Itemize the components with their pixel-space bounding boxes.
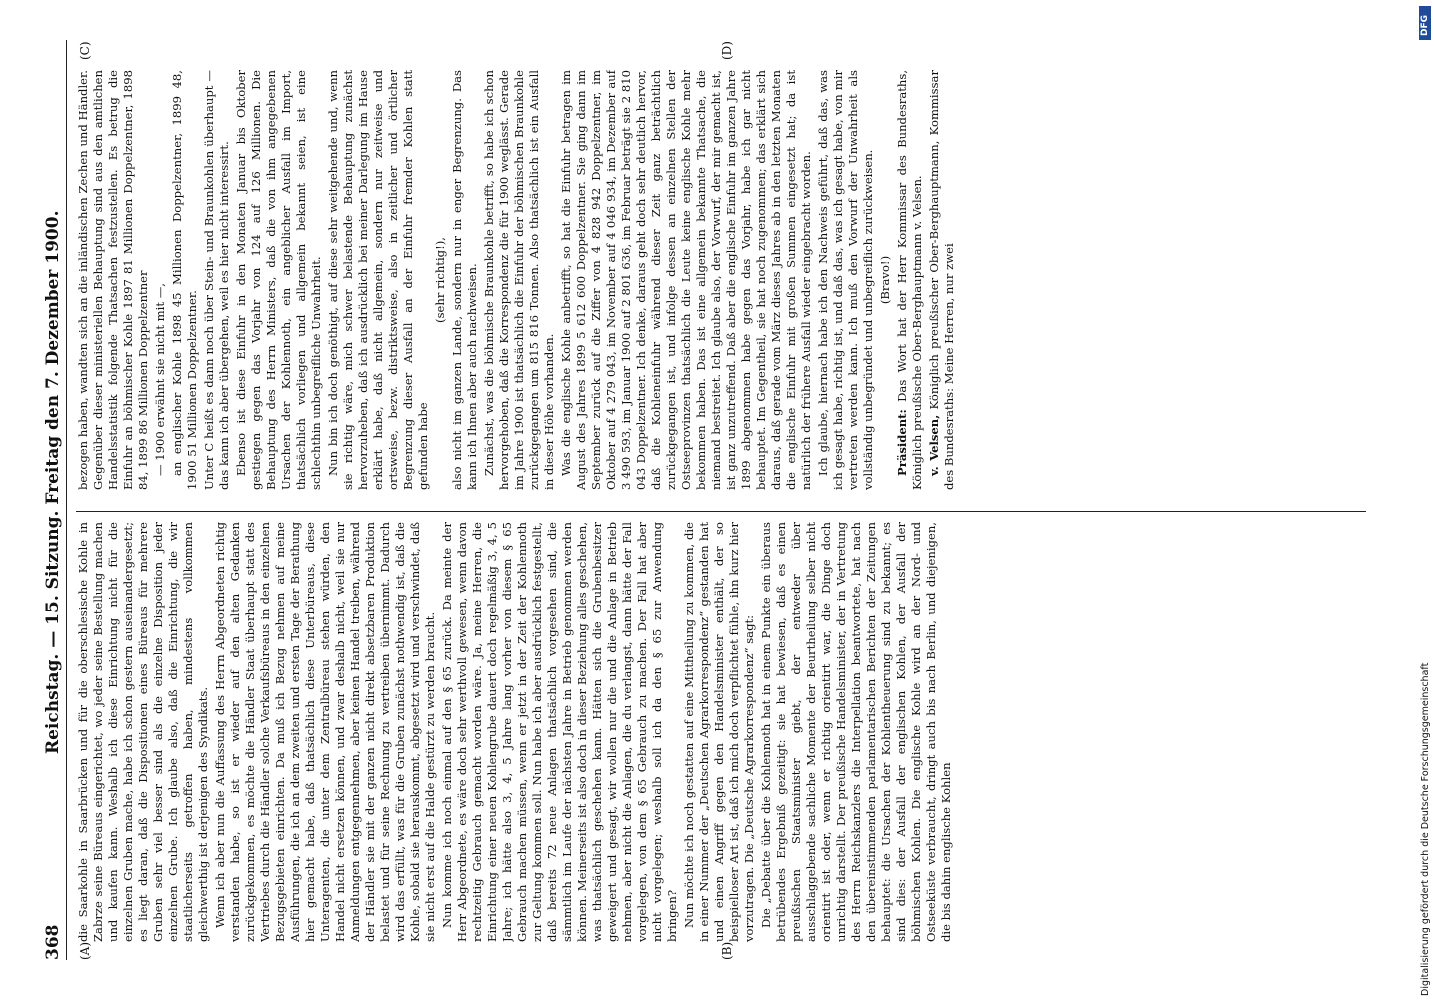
column-divider [76, 511, 1366, 512]
paragraph: Zunächst, was die böhmische Braunkohle betrifft, so habe ich schon hervorgehoben, daß die Korrespondenz die für 1900 weglässt. Gerade im Jahre 1900 ist thatsächlich die Einfuhr der böhmischen Braunkohle zurückgegangen um 815 816 Tonnen. Also thatsächlich ist ein Ausfall in dieser Höhe vorhanden. [482, 70, 556, 490]
header-rule [66, 40, 67, 960]
speaker-name: v. Velsen, [927, 414, 941, 476]
interjection: (Bravo!) [878, 255, 892, 305]
right-column [76, 70, 1361, 490]
page-header [38, 40, 68, 960]
marker-b: (B) [720, 941, 734, 960]
credit-text: Digitalisierung gefördert durch die Deutsche Forschungsgemeinschaft [1420, 662, 1431, 996]
paragraph: an englischer Kohle 1898 45 Millionen Doppelzentner, 1899 48, 1900 51 Millionen Doppelzentner. [170, 70, 199, 490]
speaker-paragraph [895, 70, 925, 490]
paragraph: — 1900 erwähnt sie nicht mit —, [153, 283, 167, 476]
paragraph: Nun möchte ich noch gestatten auf eine Mittheilung zu kommen, die in einer Nummer der „Deutschen Agrarkorrespondenz“ gestanden hat und einen Angriff gegen den Handelsminister enthält, der so beispielloser Art ist, daß ich mich doch verpflichtet fühle, ihn kurz hier vorzutragen. Die „Deutsche Agrarkorrespondenz“ sagt: [682, 522, 756, 942]
interjection: (sehr richtig!), [433, 237, 447, 323]
paragraph: Ich glaube, hiernach habe ich den Nachweis geführt, daß das, was ich gesagt habe, richtig ist, und daß das, was ich gesagt habe, von mir vertreten werden kann. Ich muß den Vorwurf der Unwahrheit als vollständig unbegründet und unbegreiflich zurückweisen. [816, 70, 875, 490]
marker-d: (D) [720, 41, 734, 60]
digitization-credit [1392, 0, 1432, 1000]
speaker-text: Das Wort hat der Herr Kommissar des Bundesraths, Königlich preußische Ober-Berghauptmann v. Velsen. [895, 70, 924, 490]
speaker-paragraph [927, 70, 957, 490]
paragraph: Unter C heißt es dann noch über Stein- und Braunkohlen überhaupt — das kann ich aber übergehen, weil es hier nicht interessirt. [202, 70, 231, 490]
paragraph: Ebenso ist diese Einfuhr in den Monaten Januar bis Oktober gestiegen gegen das Vorjahr von 124 auf 126 Millionen. Die Behauptung des Herrn Ministers, daß die von ihm angegebenen Ursachen der Kohlennoth, ein angeblicher Ausfall im Import, thatsächlich vorliegen und allgemein bekannt seien, ist eine schlechthin unbegreifliche Unwahrheit. [234, 70, 323, 490]
paragraph: also nicht im ganzen Lande, sondern nur in enger Begrenzung. Das kann ich Ihnen aber auch nachweisen. [450, 70, 479, 490]
speaker-text: Königlich preußischer Ober-Berghauptmann, Kommissar des Bundesraths: Meine Herren, nur zwei [927, 70, 956, 490]
page-number: 368 [43, 924, 63, 960]
paragraph: Wenn ich aber nun die Auffassung des Herrn Abgeordneten richtig verstanden habe, so ist er wieder auf den alten Gedanken zurückgekommen, es möchte die Händler Staat überhaupt statt des Vertriebes durch die Händler solche Verkaufsbüreaus in den einzelnen Bezugsgebieten einrichten. Da muß ich Bezug nehmen auf meine Ausführungen, die ich an dem zweiten und ersten Tage der Berathung hier gemacht habe, daß thatsächlich diese Unterbüreaus, diese Unteragenten, die unter dem Zentralbüreau stehen würden, den Handel nicht ersetzen können, und zwar deshalb nicht, weil sie nur Anmeldungen entgegennehmen, aber keinen Handel treiben, während der Händler sie mit der ganzen nicht direkt absetzbaren Produktion belastet und für seine Rechnung zu vertreiben übernimmt. Dadurch wird das erfüllt, was für die Gruben zunächst nothwendig ist, daß die Kohle, sobald sie herauskommt, abgesetzt wird und verschwindet, daß sie nicht erst auf die Halde gestürzt zu werden braucht. [213, 522, 437, 942]
paragraph: die Saarkohle in Saarbrücken und für die oberschlesische Kohle in Zabrze seine Büreaus eingerichtet, wo jeder seine Bestellung machen und kaufen kann. Weshalb ich diese Einrichtung nicht für die einzelnen Gruben mache, habe ich schon gestern auseinandergesetzt; es liegt daran, daß die Dispositionen eines Büreaus für mehrere Gruben sehr viel besser sind als die einzelne Disposition jeder einzelnen Grube. Ich glaube also, daß die Einrichtung, die wir staatlicherseits getroffen haben, mindestens vollkommen gleichwerthig ist derjenigen des Syndikats. [76, 522, 210, 942]
speaker-name: Präsident: [895, 409, 909, 476]
marker-c: (C) [78, 41, 92, 60]
paragraph: Nun komme ich noch einmal auf den § 65 zurück. Da meinte der Herr Abgeordnete, es wäre doch sehr werthvoll gewesen, wenn davon rechtzeitig Gebrauch gemacht worden wäre. Ja, meine Herren, die Einrichtung einer neuen Kohlengrube dauert doch regelmäßig 3, 4, 5 Jahre; ich hätte also 3, 4, 5 Jahre lang vorher von diesem § 65 Gebrauch machen müssen, wenn er jetzt in der Zeit der Kohlennoth zur Geltung kommen soll. Nun habe ich aber ausdrücklich festgestellt, daß bereits 72 neue Anlagen thatsächlich vorgesehen sind, die sämmtlich im Laufe der nächsten Jahre in Betrieb genommen werden können. Meinerseits ist also doch in dieser Beziehung alles geschehen, was thatsächlich geschehen kann. Hätten sich die Grubenbesitzer geweigert und gesagt, wir wollen nur die und die Anlage in Betrieb nehmen, aber nicht die Anlagen, die du verlangst, dann hätte der Fall vorgelegen, von dem § 65 Gebrauch zu machen. Der Fall hat aber nicht vorgelegen; weshalb soll ich da den § 65 zur Anwendung bringen? [440, 522, 679, 942]
paragraph: bezogen haben, wandten sich an die inländischen Zechen und Händler. Gegenüber dieser ministeriellen Behauptung sind aus den amtlichen Handelsstatistik folgende Thatsachen festzustellen. Es betrug die Einfuhr an böhmischer Kohle 1897 81 Millionen Doppelzentner, 1898 84, 1899 86 Millionen Doppelzentner [76, 70, 150, 490]
dfg-logo-text: DFG [1420, 14, 1430, 36]
left-column [76, 522, 1361, 942]
paragraph: Die „Debatte über die Kohlennoth hat in einem Punkte ein überaus betrübendes Ergebniß gezeitigt: sie hat bewiesen, daß es einen preußischen Staatsminister giebt, der entweder über ausschlaggebende sachliche Momente der Beurtheilung selber nicht orientirt ist oder, wenn er richtig orientirt war, die Dinge doch unrichtig darstellt. Der preußische Handelsminister, der in Vertretung des Herrn Reichskanzlers die Interpellation beantwortete, hat nach den übereinstimmenden parlamentarischen Berichten der Zeitungen behauptet: die Ursachen der Kohlentheuerung sind zu bekannt; es sind dies: der Ausfall der englischen Kohlen, der Ausfall der böhmischen Kohlen. Die englische Kohle wird an der Nord- und Ostseeküste verbraucht, dringt auch bis nach Berlin, und diejenigen, die bis dahin englische Kohlen [759, 522, 953, 942]
marker-a: (A) [78, 941, 92, 960]
paragraph: Was die englische Kohle anbetrifft, so hat die Einfuhr betragen im August des Jahres 1899 5 612 600 Doppelzentner. Sie ging dann im September zurück auf die Ziffer von 4 828 942 Doppelzentner, im Oktober auf 4 279 043, im November auf 4 046 934, im Dezember auf 3 490 593, im Januar 1900 auf 2 801 636, im Februar beträgt sie 2 810 043 Doppelzentner. Ich denke, daraus geht doch sehr deutlich hervor, daß die Kohleneinfuhr während dieser Zeit ganz beträchtlich zurückgegangen ist, und infolge dessen an einzelnen Stellen der Ostseeprovinzen thatsächlich die Leute keine englische Kohle mehr bekommen haben. Das ist eine allgemein bekannte Thatsache, die niemand bestreitet. Ich glaube also, der Vorwurf, der mir gemacht ist, ist ganz unzutreffend. Daß aber die englische Einfuhr im ganzen Jahre 1899 abgenommen habe gegen das Vorjahr, habe ich gar nicht behauptet. Im Gegentheil, sie hat noch zugenommen; das erklärt sich daraus, daß gerade vom März dieses Jahres ab in den letzten Monaten die englische Einfuhr mit großen Summen eingesetzt hat; da ist natürlich der frühere Ausfall wieder eingebracht worden. [559, 70, 813, 490]
dfg-logo [1419, 6, 1431, 40]
page-title: Reichstag. — 15. Sitzung. Freitag den 7. Dezember 1900. [43, 210, 63, 755]
paragraph: Nun bin ich doch genöthigt, auf diese sehr weitgehende und, wenn sie richtig wäre, mich schwer belastende Behauptung zunächst hervorzuheben, daß ich ausdrücklich bei meiner Darlegung im Hause erklärt habe, daß nicht allgemein, sondern nur zeitweise und ortsweise, bezw. distriktsweise, also in zeitlicher und örtlicher Begrenzung dieser Ausfall an der Einfuhr fremder Kohlen statt gefunden habe [326, 70, 430, 490]
